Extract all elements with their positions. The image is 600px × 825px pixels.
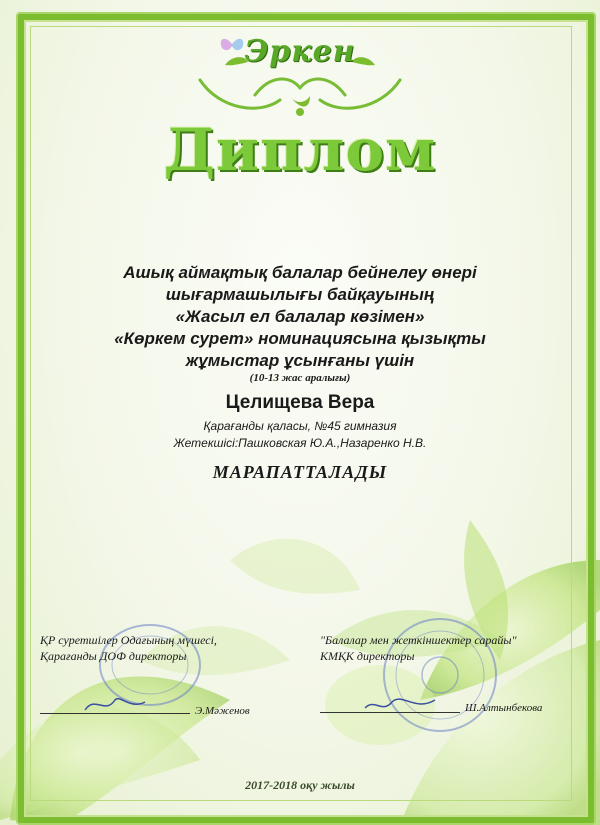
academic-year: 2017-2018 оқу жылы	[245, 778, 355, 792]
award-description	[0, 262, 600, 384]
right-handwritten-signature	[360, 690, 440, 720]
recipient-block	[0, 392, 600, 452]
age-range: (10-13 жас аралығы)	[249, 372, 351, 384]
recipient-supervisors: Жетекшісі:Пашковская Ю.А.,Назаренко Н.В.	[173, 436, 427, 450]
brand-name: Эркен	[244, 34, 356, 69]
recipient-name: Целищева Вера	[225, 392, 375, 413]
award-statement	[0, 462, 600, 483]
description-line-4: «Көркем сурет» номинациясына қызықты	[114, 329, 486, 348]
description-line-5: жұмыстар ұсынғаны үшін	[185, 351, 415, 370]
brand-logo	[0, 34, 600, 69]
left-signer-position-1: ҚР суретшілер Одағының мүшесі,	[40, 633, 217, 647]
right-signer-position-1: "Балалар мен жеткіншектер сарайы"	[320, 633, 517, 647]
award-text: МАРАПАТТАЛАДЫ	[212, 462, 388, 482]
description-line-3: «Жасыл ел балалар көзімен»	[175, 307, 425, 326]
description-line-1: Ашық аймақтық балалар бейнелеу өнері	[123, 263, 477, 282]
left-signer-position-2: Қарағанды ДОФ директоры	[40, 649, 187, 663]
diploma-title: Диплом	[163, 116, 437, 184]
recipient-school: Қарағанды қаласы, №45 гимназия	[203, 419, 397, 433]
right-signer-name: Ш.Алтынбекова	[465, 702, 543, 714]
left-handwritten-signature	[80, 690, 150, 720]
description-line-2: шығармашылығы байқауының	[165, 285, 435, 304]
right-signature-block	[320, 632, 565, 664]
right-signer-position-2: КМҚК директоры	[320, 649, 415, 663]
left-signer-name: Э.Мәженов	[195, 705, 250, 717]
left-signature-block	[40, 632, 270, 664]
